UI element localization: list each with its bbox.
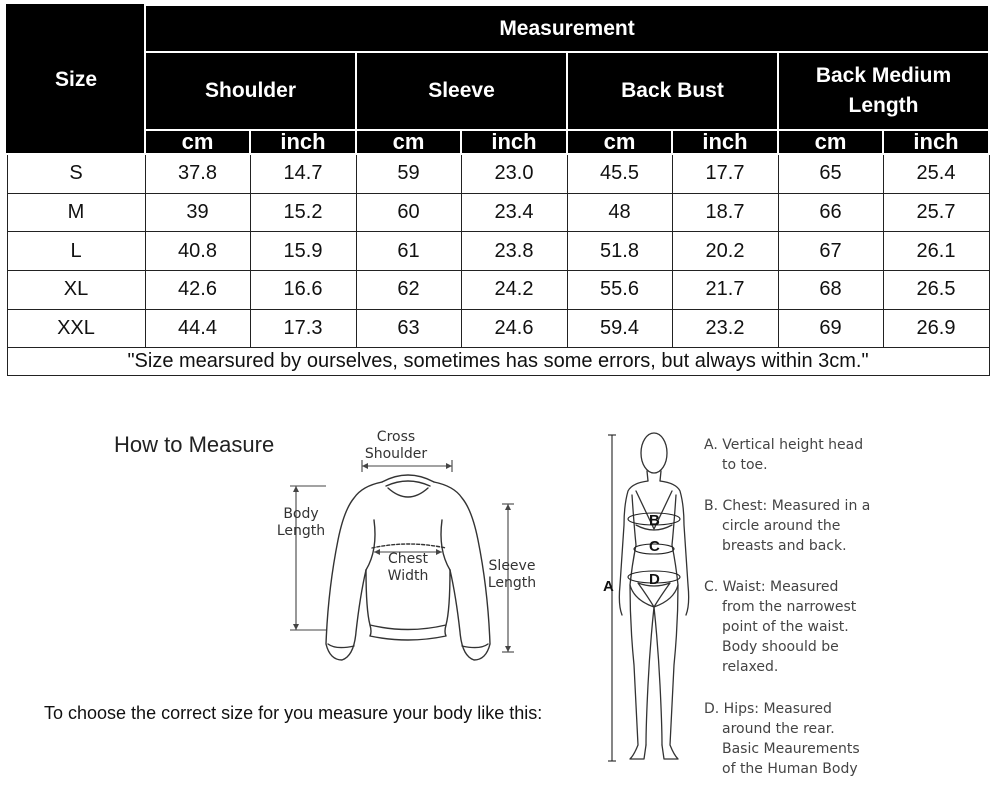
table-cell: 48 [567,193,672,232]
table-cell: 42.6 [145,271,250,310]
unit-header: inch [883,130,989,154]
table-cell: 51.8 [567,232,672,271]
table-cell: 26.9 [883,309,989,348]
description-line: A. Vertical height head [704,437,864,453]
body-length-label [273,506,329,540]
table-row [7,271,989,310]
table-cell: 25.4 [883,154,989,193]
description-line: to toe. [722,457,768,473]
table-cell: 23.8 [461,232,567,271]
description-line: circle around the [722,518,841,534]
note-row [7,348,989,376]
table-cell: 69 [778,309,883,348]
column-header-shoulder: Shoulder [145,52,356,130]
table-cell: 24.6 [461,309,567,348]
unit-header: cm [567,130,672,154]
body-marker-a: A [603,578,614,595]
description-line: relaxed. [722,659,779,675]
description-line: from the narrowest [722,599,857,615]
sleeve-length-label-line: Sleeve [488,558,536,574]
table-cell: 16.6 [250,271,356,310]
body-length-label-line: Body [283,506,319,522]
table-cell: 45.5 [567,154,672,193]
description-line: B. Chest: Measured in a [704,498,871,514]
cross-shoulder-label-line: Shoulder [364,446,428,462]
table-cell: 15.2 [250,193,356,232]
unit-header: inch [672,130,778,154]
table-cell: 23.0 [461,154,567,193]
column-header-back-bust: Back Bust [567,52,778,130]
description-line: around the rear. [722,721,835,737]
measure-instruction: To choose the correct size for you measure your body like this: [44,703,543,723]
table-row [7,309,989,348]
table-cell: 25.7 [883,193,989,232]
cross-shoulder-label-line: Cross [376,429,416,445]
body-figure-illustration [600,425,700,770]
how-to-measure-title: How to Measure [114,432,275,457]
table-cell: 62 [356,271,461,310]
table-cell: 39 [145,193,250,232]
column-header-back-medium-length: Back Medium Length [778,52,989,130]
body-marker-b: B [649,512,660,529]
table-cell: 61 [356,232,461,271]
chest-width-label-line: Chest [387,551,429,567]
table-cell: 59 [356,154,461,193]
table-row [7,154,989,193]
table-cell: 14.7 [250,154,356,193]
size-header: Size [7,5,145,154]
unit-header: inch [461,130,567,154]
table-cell: 17.3 [250,309,356,348]
table-cell: 68 [778,271,883,310]
description-line: Body shoould be [722,639,839,655]
table-row [7,232,989,271]
table-cell: 15.9 [250,232,356,271]
table-cell: 23.4 [461,193,567,232]
table-cell: 44.4 [145,309,250,348]
table-cell: 37.8 [145,154,250,193]
description-line: of the Human Body [722,761,858,777]
table-cell: 24.2 [461,271,567,310]
description-a [704,435,904,475]
table-cell: 17.7 [672,154,778,193]
description-line: breasts and back. [722,538,847,554]
body-marker-d: D [649,571,660,588]
unit-header: inch [250,130,356,154]
description-b [704,496,904,556]
table-cell: 65 [778,154,883,193]
size-cell: XXL [7,309,145,348]
size-chart-table [6,4,990,376]
cross-shoulder-label [364,429,428,463]
unit-header: cm [145,130,250,154]
table-cell: 60 [356,193,461,232]
sleeve-length-label [482,558,542,592]
table-cell: 18.7 [672,193,778,232]
measurement-header: Measurement [145,5,989,52]
unit-header: cm [356,130,461,154]
table-cell: 40.8 [145,232,250,271]
description-line: Basic Meaurements [722,741,860,757]
table-row [7,193,989,232]
description-line: D. Hips: Measured [704,701,832,717]
description-line: C. Waist: Measured [704,579,839,595]
chest-width-label [376,551,440,585]
measurement-note: "Size mearsured by ourselves, sometimes has some errors, but always within 3cm." [7,348,989,376]
table-cell: 20.2 [672,232,778,271]
column-header-sleeve: Sleeve [356,52,567,130]
unit-header: cm [778,130,883,154]
size-cell: S [7,154,145,193]
table-cell: 59.4 [567,309,672,348]
description-d [704,699,904,779]
body-length-label-line: Length [276,523,326,539]
table-cell: 63 [356,309,461,348]
table-cell: 21.7 [672,271,778,310]
body-marker-c: C [649,538,660,555]
size-cell: XL [7,271,145,310]
table-cell: 67 [778,232,883,271]
table-cell: 26.1 [883,232,989,271]
description-c [704,577,904,677]
table-cell: 55.6 [567,271,672,310]
table-cell: 66 [778,193,883,232]
size-cell: M [7,193,145,232]
chest-width-label-line: Width [387,568,429,584]
size-cell: L [7,232,145,271]
table-cell: 26.5 [883,271,989,310]
table-cell: 23.2 [672,309,778,348]
sleeve-length-label-line: Length [487,575,537,591]
description-line: point of the waist. [722,619,849,635]
